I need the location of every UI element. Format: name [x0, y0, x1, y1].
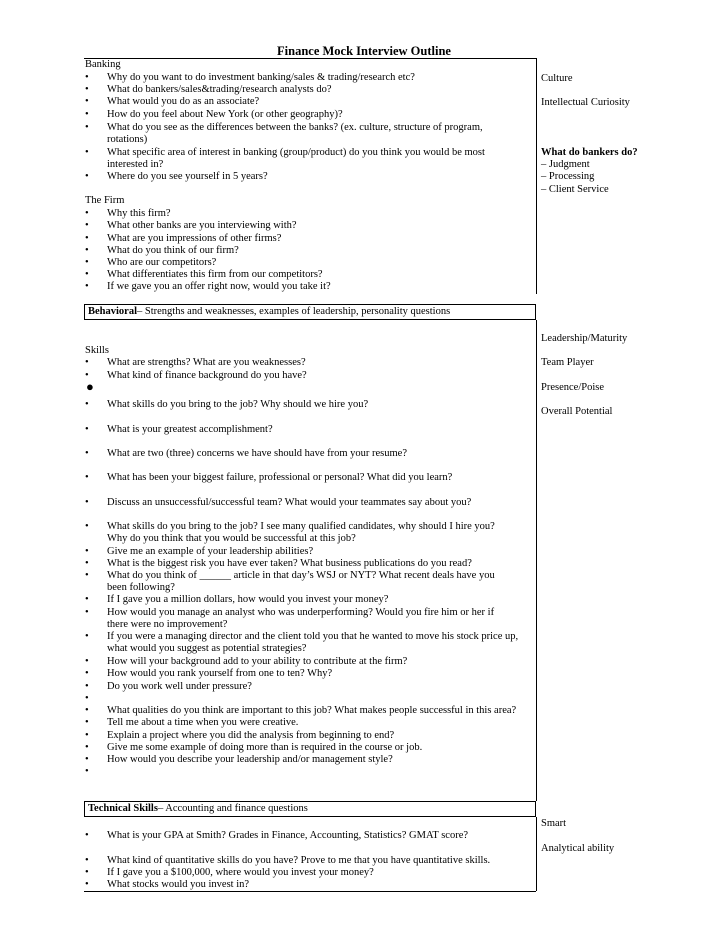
section-description: – Accounting and finance questions — [157, 803, 308, 814]
right-note-analytical: Analytical ability — [541, 843, 615, 854]
right-note-smart: Smart — [541, 818, 567, 829]
right-note-client-service: – Client Service — [541, 184, 609, 195]
section-heading-behavioral — [88, 305, 450, 319]
section-heading-banking: Banking — [85, 59, 121, 70]
right-note-overall-potential: Overall Potential — [541, 406, 613, 417]
column-divider — [536, 320, 537, 801]
right-note-leadership: Leadership/Maturity — [541, 333, 628, 344]
column-divider — [536, 58, 537, 294]
section-heading-skills: Skills — [85, 345, 109, 356]
right-note-processing: – Processing — [541, 171, 595, 182]
right-note-presence: Presence/Poise — [541, 382, 604, 393]
right-note-team-player: Team Player — [541, 357, 594, 368]
bottom-rule — [84, 891, 536, 892]
right-note-judgment: – Judgment — [541, 159, 590, 170]
section-label: Behavioral — [88, 306, 137, 317]
section-label: Technical Skills — [88, 803, 158, 814]
section-heading-technical — [88, 802, 308, 816]
top-rule — [84, 58, 536, 59]
column-divider — [536, 817, 537, 891]
right-note-bankers-do: What do bankers do? — [541, 147, 638, 158]
right-note-intellectual-curiosity: Intellectual Curiosity — [541, 97, 630, 108]
section-heading-firm: The Firm — [85, 195, 125, 206]
page-title: Finance Mock Interview Outline — [277, 44, 451, 58]
section-description: – Strengths and weaknesses, examples of leadership, personality questions — [137, 306, 451, 317]
right-note-culture: Culture — [541, 73, 573, 84]
